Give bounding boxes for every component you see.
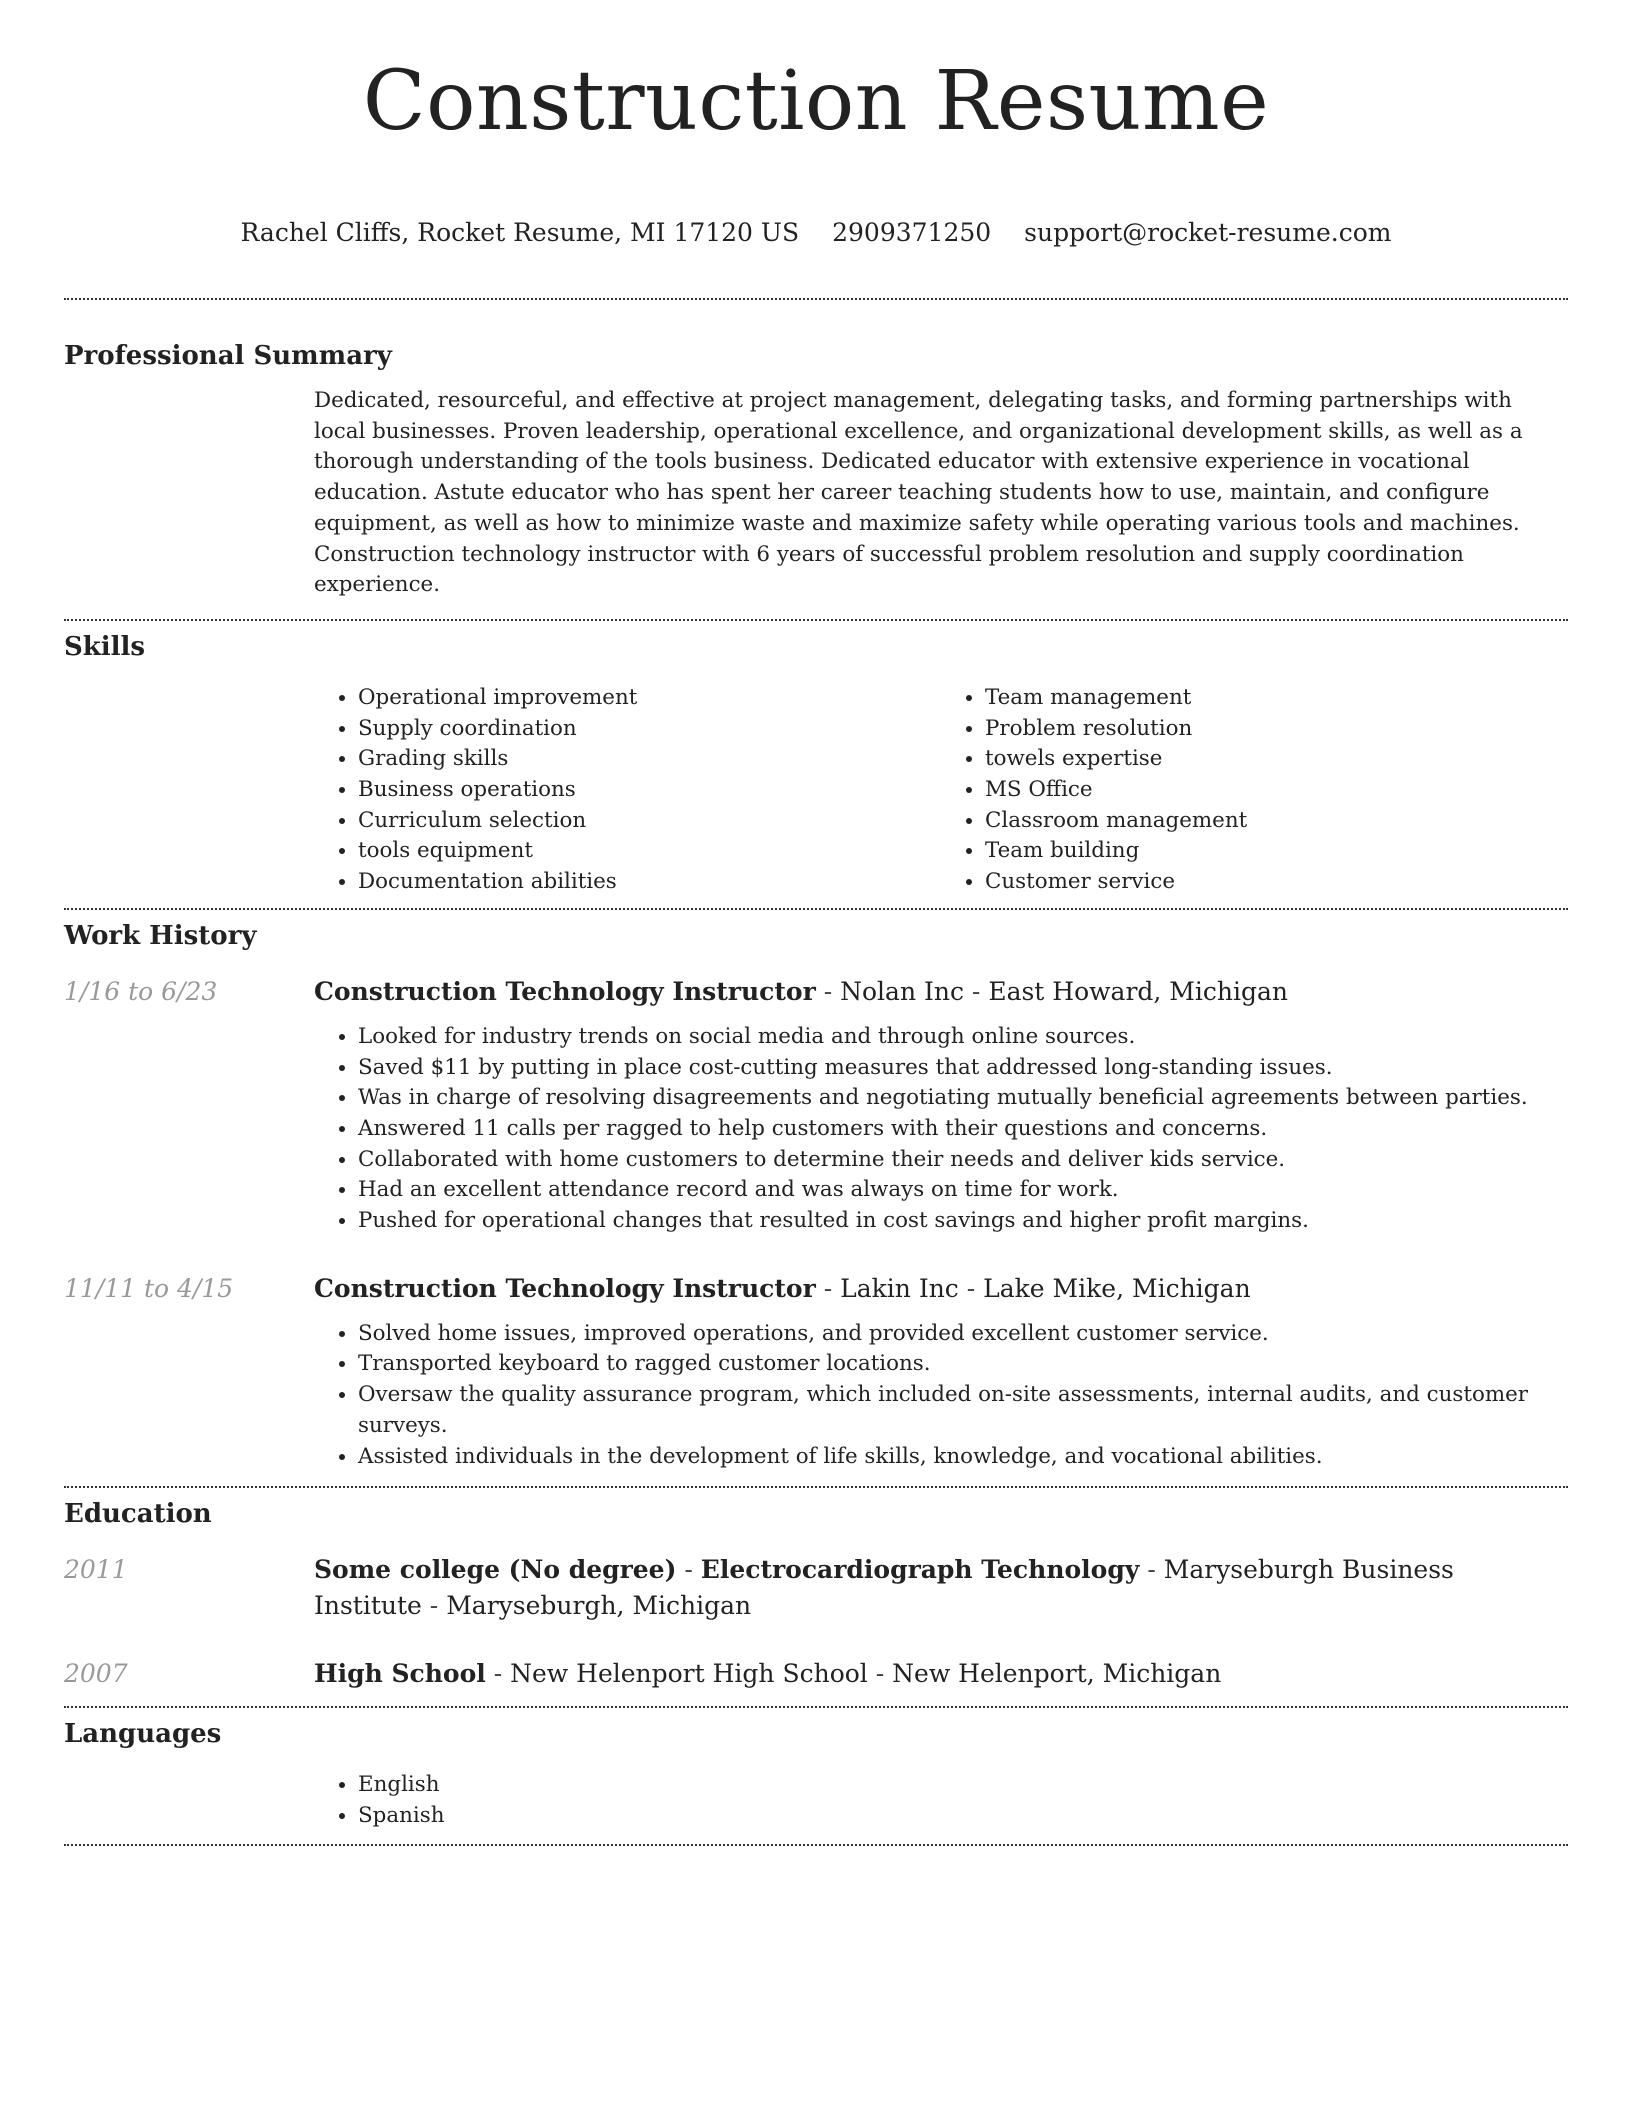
- divider: [64, 908, 1568, 910]
- job-role: Construction Technology Instructor: [314, 1273, 816, 1303]
- skill-item: • Classroom management: [985, 806, 1568, 837]
- resume-title: Construction Resume: [362, 54, 1270, 149]
- job-location: East Howard, Michigan: [988, 976, 1289, 1006]
- education-body: [314, 1656, 1568, 1692]
- skill-item: • tools equipment: [358, 836, 941, 867]
- work-bullet: • Looked for industry trends on social media and through online sources.: [358, 1022, 1568, 1053]
- work-bullet: • Solved home issues, improved operations, and provided excellent customer service.: [358, 1319, 1568, 1350]
- work-date: 1/16 to 6/23: [64, 976, 218, 1006]
- education-entry: [64, 1656, 1568, 1692]
- skill-item: • Supply coordination: [358, 714, 941, 745]
- languages-list: [314, 1770, 1568, 1831]
- skill-item: • Curriculum selection: [358, 806, 941, 837]
- work-bullet: • Assisted individuals in the development of life skills, knowledge, and vocational abilities.: [358, 1442, 1568, 1473]
- divider: [64, 298, 1568, 300]
- education-date: 2007: [64, 1659, 128, 1689]
- work-bullet: • Had an excellent attendance record and was always on time for work.: [358, 1175, 1568, 1206]
- skill-item: • Documentation abilities: [358, 867, 941, 898]
- skills-grid: [314, 683, 1568, 898]
- separator: -: [421, 1591, 447, 1621]
- work-bullet: • Saved $11 by putting in place cost-cutting measures that addressed long-standing issues.: [358, 1053, 1568, 1084]
- work-bullet: • Pushed for operational changes that resulted in cost savings and higher profit margins.: [358, 1206, 1568, 1237]
- school-location: New Helenport, Michigan: [892, 1659, 1222, 1689]
- skill-item: • Operational improvement: [358, 683, 941, 714]
- skill-item: • MS Office: [985, 775, 1568, 806]
- contact-email: support@rocket-resume.com: [1024, 218, 1392, 247]
- separator: -: [958, 1273, 984, 1303]
- skill-item: • towels expertise: [985, 744, 1568, 775]
- degree: High School: [314, 1659, 486, 1689]
- work-date: 11/11 to 4/15: [64, 1273, 234, 1303]
- work-entry: [64, 1271, 1568, 1473]
- separator: -: [485, 1659, 511, 1689]
- skill-item: • Problem resolution: [985, 714, 1568, 745]
- separator: -: [867, 1659, 893, 1689]
- separator: -: [815, 976, 841, 1006]
- skill-item: • Grading skills: [358, 744, 941, 775]
- skill-item: • Team building: [985, 836, 1568, 867]
- work-bullet: • Transported keyboard to ragged customer locations.: [358, 1349, 1568, 1380]
- skills-list-right: [941, 683, 1568, 898]
- education-entry: [64, 1552, 1568, 1624]
- languages-content: [314, 1770, 1568, 1831]
- work-bullets: [314, 1319, 1568, 1473]
- separator: -: [815, 1273, 841, 1303]
- education-date: 2011: [64, 1555, 128, 1585]
- section-title-summary: Professional Summary: [64, 341, 392, 371]
- work-bullets: [314, 1022, 1568, 1237]
- divider: [64, 1844, 1568, 1846]
- job-location: Lake Mike, Michigan: [983, 1273, 1251, 1303]
- contact-info: [64, 218, 1568, 248]
- education-heading: [314, 1656, 1568, 1692]
- work-body: [314, 974, 1568, 1237]
- job-company: Nolan Inc: [840, 976, 964, 1006]
- field-of-study: Electrocardiograph Technology: [700, 1555, 1140, 1585]
- work-bullet: • Was in charge of resolving disagreements and negotiating mutually beneficial agreements between parties.: [358, 1083, 1568, 1114]
- education-body: [314, 1552, 1568, 1624]
- degree: Some college (No degree): [314, 1555, 677, 1585]
- section-title-education: Education: [64, 1499, 212, 1530]
- section-title-skills: Skills: [64, 631, 146, 662]
- school-location: Maryseburgh, Michigan: [446, 1591, 752, 1621]
- language-item: • English: [358, 1770, 1568, 1801]
- contact-address: Rachel Cliffs, Rocket Resume, MI 17120 US: [240, 218, 800, 247]
- work-bullet: • Oversaw the quality assurance program, which included on-site assessments, internal audits, and customer surveys.: [358, 1380, 1568, 1441]
- separator: -: [1139, 1555, 1164, 1585]
- contact-phone: 2909371250: [832, 218, 992, 247]
- job-role: Construction Technology Instructor: [314, 976, 816, 1006]
- divider: [64, 1486, 1568, 1488]
- skill-item: • Team management: [985, 683, 1568, 714]
- education-heading: [314, 1552, 1568, 1624]
- work-entry: [64, 974, 1568, 1237]
- divider: [64, 1706, 1568, 1708]
- work-body: [314, 1271, 1568, 1473]
- separator: -: [676, 1555, 701, 1585]
- work-bullet: • Answered 11 calls per ragged to help customers with their questions and concerns.: [358, 1114, 1568, 1145]
- summary-content: [314, 386, 1568, 601]
- job-company: Lakin Inc: [840, 1273, 959, 1303]
- language-item: • Spanish: [358, 1801, 1568, 1832]
- divider: [64, 619, 1568, 621]
- skill-item: • Business operations: [358, 775, 941, 806]
- summary-text: Dedicated, resourceful, and effective at project management, delegating tasks, and forming partnerships with local businesses. Proven leadership, operational excellence, and organizational development skills, as well as a thorough understanding of the tools business. Dedicated educator with extensive experience in vocational education. Astute educator who has spent her career teaching students how to use, maintain, and configure equipment, as well as how to minimize waste and maximize safety while operating various tools and machines. Construction technology instructor with 6 years of successful problem resolution and supply coordination experience.: [314, 388, 1523, 598]
- school-name: Maryseburgh Business Institute: [314, 1555, 1454, 1621]
- skills-list-left: [314, 683, 941, 898]
- skill-item: • Customer service: [985, 867, 1568, 898]
- school-name: New Helenport High School: [510, 1659, 868, 1689]
- work-bullet: • Collaborated with home customers to determine their needs and deliver kids service.: [358, 1145, 1568, 1176]
- work-heading: [314, 1271, 1568, 1307]
- section-title-languages: Languages: [64, 1719, 222, 1750]
- section-title-work: Work History: [64, 920, 257, 951]
- work-heading: [314, 974, 1568, 1010]
- separator: -: [963, 976, 989, 1006]
